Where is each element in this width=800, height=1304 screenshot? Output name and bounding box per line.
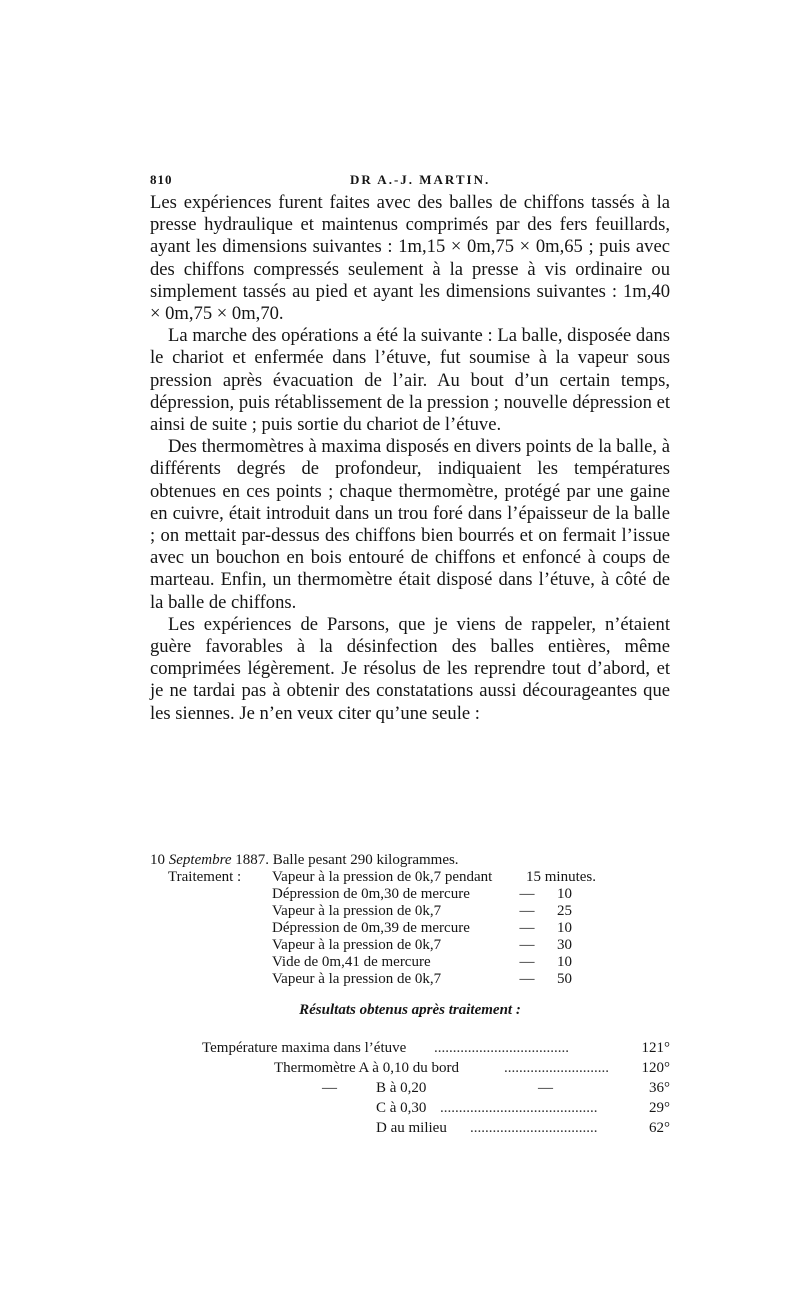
step-desc: Vapeur à la pression de 0k,7 bbox=[272, 937, 442, 953]
step-ditto: — bbox=[519, 954, 535, 970]
step-value: 25 bbox=[557, 903, 572, 919]
step-ditto: — bbox=[519, 903, 535, 919]
treatment-label: Traitement : bbox=[168, 869, 242, 885]
result-label: B à 0,20 bbox=[376, 1080, 427, 1096]
step-ditto: — bbox=[519, 920, 535, 936]
results-heading: Résultats obtenus après traitement : bbox=[299, 1002, 521, 1018]
result-row bbox=[150, 1120, 670, 1138]
results-area bbox=[150, 0, 670, 1304]
paragraph-2: La marche des opérations a été la suivante : La balle, disposée dans le chariot et enfermée dans l’étuve, fut soumise à la vapeur sous pression après évacuation de l’air. Au bout d’un certain temps, dépression, puis rétablissement de la pression ; nouvelle dépression et ainsi de suite ; puis sortie du chariot de l’étuve. bbox=[150, 325, 670, 436]
paragraph-1: Les expériences furent faites avec des balles de chiffons tassés à la presse hydraulique et maintenus comprimés par des fers feuillards, ayant les dimensions suivantes : 1m,15 × 0m,75 × 0m,65 ; puis avec des chiffons compressés seulement à la presse à vis ordinaire ou simplement tassés au pied et ayant les dimensions suivantes : 1m,40 × 0m,75 × 0m,70. bbox=[150, 192, 670, 325]
step-desc: Vapeur à la pression de 0k,7 pendant bbox=[272, 869, 493, 885]
paragraph-3: Des thermomètres à maxima disposés en divers points de la balle, à différents degrés de profondeur, indiquaient les températures obtenues en ces points ; chaque thermomètre, protégé par une gaine en cuivre, était introduit dans un trou foré dans l’épaisseur de la balle ; on mettait par-dessus des chiffons bien bourrés et on fermait l’issue avec un bouchon en bois entouré de chiffons et enfoncé à coups de marteau. Enfin, un thermomètre était disposé dans l’étuve, à côté de la balle de chiffons. bbox=[150, 436, 670, 613]
step-value: 10 bbox=[557, 886, 572, 902]
step-ditto: — bbox=[519, 886, 535, 902]
result-value: 121° bbox=[641, 1040, 670, 1056]
leader-dots: ............................ bbox=[504, 1060, 609, 1076]
step-desc: Dépression de 0m,30 de mercure bbox=[272, 886, 470, 902]
result-label: Température maxima dans l’étuve bbox=[202, 1040, 407, 1056]
page-number: 810 bbox=[150, 172, 173, 187]
result-row bbox=[150, 1100, 670, 1118]
leader-dots: .......................................... bbox=[440, 1100, 598, 1116]
leader-dots: .................................. bbox=[470, 1120, 598, 1136]
result-value: 62° bbox=[649, 1120, 670, 1136]
running-title: DR A.-J. MARTIN. bbox=[350, 172, 491, 187]
paragraph-4: Les expériences de Parsons, que je viens de rappeler, n’étaient guère favorables à la désinfection des balles entières, même comprimées légèrement. Je résolus de les reprendre tout d’abord, et je ne tardai pas à obtenir des constatations aussi décourageantes que les siennes. Je n’en veux citer qu’une seule : bbox=[150, 613, 670, 724]
result-value: 120° bbox=[641, 1060, 670, 1076]
result-label: D au milieu bbox=[376, 1120, 447, 1136]
result-row bbox=[150, 1040, 670, 1058]
date-day: 10 bbox=[150, 852, 165, 868]
date-month: Septembre bbox=[168, 852, 232, 868]
result-value: 36° bbox=[649, 1080, 670, 1096]
step-value: 30 bbox=[557, 937, 572, 953]
result-row bbox=[150, 1080, 670, 1098]
step-value: 50 bbox=[557, 971, 572, 987]
step-ditto: — bbox=[519, 937, 535, 953]
date-rest: 1887. Balle pesant 290 kilogrammes. bbox=[235, 852, 459, 868]
result-label: C à 0,30 bbox=[376, 1100, 427, 1116]
step-ditto: — bbox=[519, 971, 535, 987]
step-value: 10 bbox=[557, 954, 572, 970]
result-label: Thermomètre A à 0,10 du bord bbox=[274, 1060, 459, 1076]
ditto-mark: — bbox=[538, 1080, 553, 1096]
step-desc: Vapeur à la pression de 0k,7 bbox=[272, 903, 442, 919]
step-desc: Dépression de 0m,39 de mercure bbox=[272, 920, 470, 936]
ditto-mark: — bbox=[322, 1080, 337, 1096]
step-desc: Vide de 0m,41 de mercure bbox=[272, 954, 431, 970]
leader-dots: .................................... bbox=[434, 1040, 569, 1056]
result-value: 29° bbox=[649, 1100, 670, 1116]
step-value: 15 minutes. bbox=[526, 869, 596, 885]
step-value: 10 bbox=[557, 920, 572, 936]
result-row bbox=[150, 1060, 670, 1078]
step-desc: Vapeur à la pression de 0k,7 bbox=[272, 971, 442, 987]
